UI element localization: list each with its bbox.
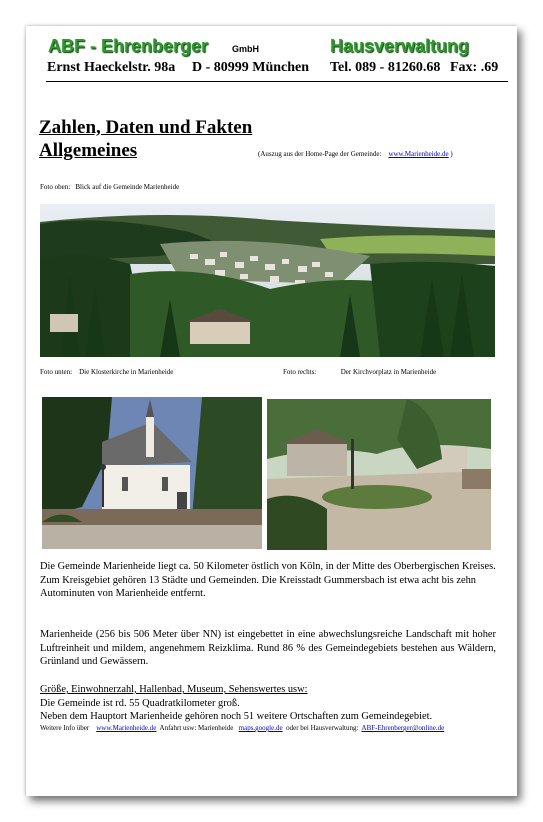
phone-number: Tel. 089 - 81260.68 [330, 60, 441, 75]
paragraph-location-1: Die Gemeinde Marienheide liegt ca. 50 Kilometer östlich von Köln, in der Mitte des Oberbergischen Kreises. [40, 561, 496, 572]
source-link[interactable]: www.Marienheide.de [388, 150, 449, 158]
source-note-close: ) [450, 150, 453, 158]
footer-text-2: Anfahrt usw: Marienheide [159, 724, 234, 732]
section-heading: Allgemeines [39, 140, 138, 161]
facts-size: Die Gemeinde ist rd. 55 Quadratkilometer groß. [40, 697, 240, 709]
footer-link-maps[interactable]: maps.google.de [238, 724, 283, 732]
caption-right-text: Der Kirchvorplatz in Marienheide [340, 368, 437, 376]
street-address: Ernst Haeckelstr. 98a [47, 60, 176, 75]
footer-text-1: Weitere Info über [40, 724, 90, 732]
paragraph-facts [40, 683, 496, 724]
caption-right [283, 368, 436, 376]
page-title: Zahlen, Daten und Fakten [39, 117, 253, 138]
caption-top [40, 183, 179, 191]
paragraph-landscape [40, 628, 496, 669]
paragraph-location [40, 560, 496, 601]
source-note-text: (Auszug aus der Home-Page der Gemeinde: [258, 150, 382, 158]
company-suffix: GmbH [232, 44, 259, 54]
caption-bottom [40, 368, 173, 376]
footer-info [40, 724, 444, 732]
paragraph-landscape-text: Marienheide (256 bis 506 Meter über NN) ist eingebettet in eine abwechslungsreiche Landschaft mit hoher Luftreinheit und mildem, angenehmem Reizklima. Rund 86 % des Gemeindegebiets bestehen aus Wäldern, Grünland und Gewässern. [40, 629, 496, 668]
footer-link-marienheide[interactable]: www.Marienheide.de [96, 724, 157, 732]
caption-right-label: Foto rechts: [283, 368, 317, 376]
church-square-photo [267, 399, 491, 550]
fax-number: Fax: .69 [450, 60, 499, 75]
footer-text-3: oder bei Hausverwaltung: [286, 724, 359, 732]
caption-top-label: Foto oben: [40, 183, 71, 191]
company-logo-text: ABF - Ehrenberger [48, 36, 209, 56]
paragraph-location-2: Zum Kreisgebiet gehören 13 Städte und Gemeinden. Die Kreisstadt Gummersbach ist etwa acht bis zehn Autominuten von Marienheide entfernt. [40, 574, 476, 600]
facts-heading: Größe, Einwohnerzahl, Hallenbad, Museum, Sehenswertes usw: [40, 684, 308, 695]
service-title: Hausverwaltung [330, 36, 470, 56]
source-note [258, 150, 453, 158]
caption-bottom-text: Die Klosterkirche in Marienheide [79, 368, 174, 376]
caption-bottom-label: Foto unten: [40, 368, 73, 376]
city-address: D - 80999 München [192, 60, 310, 75]
footer-link-email[interactable]: ABF-Ehrenberger@online.de [361, 724, 445, 732]
caption-top-text: Blick auf die Gemeinde Marienheide [75, 183, 180, 191]
facts-localities: Neben dem Hauptort Marienheide gehören noch 51 weitere Ortschaften zum Gemeindegebiet. [40, 711, 433, 723]
header-divider [46, 81, 508, 82]
church-photo [42, 397, 262, 549]
panorama-photo [40, 204, 495, 357]
